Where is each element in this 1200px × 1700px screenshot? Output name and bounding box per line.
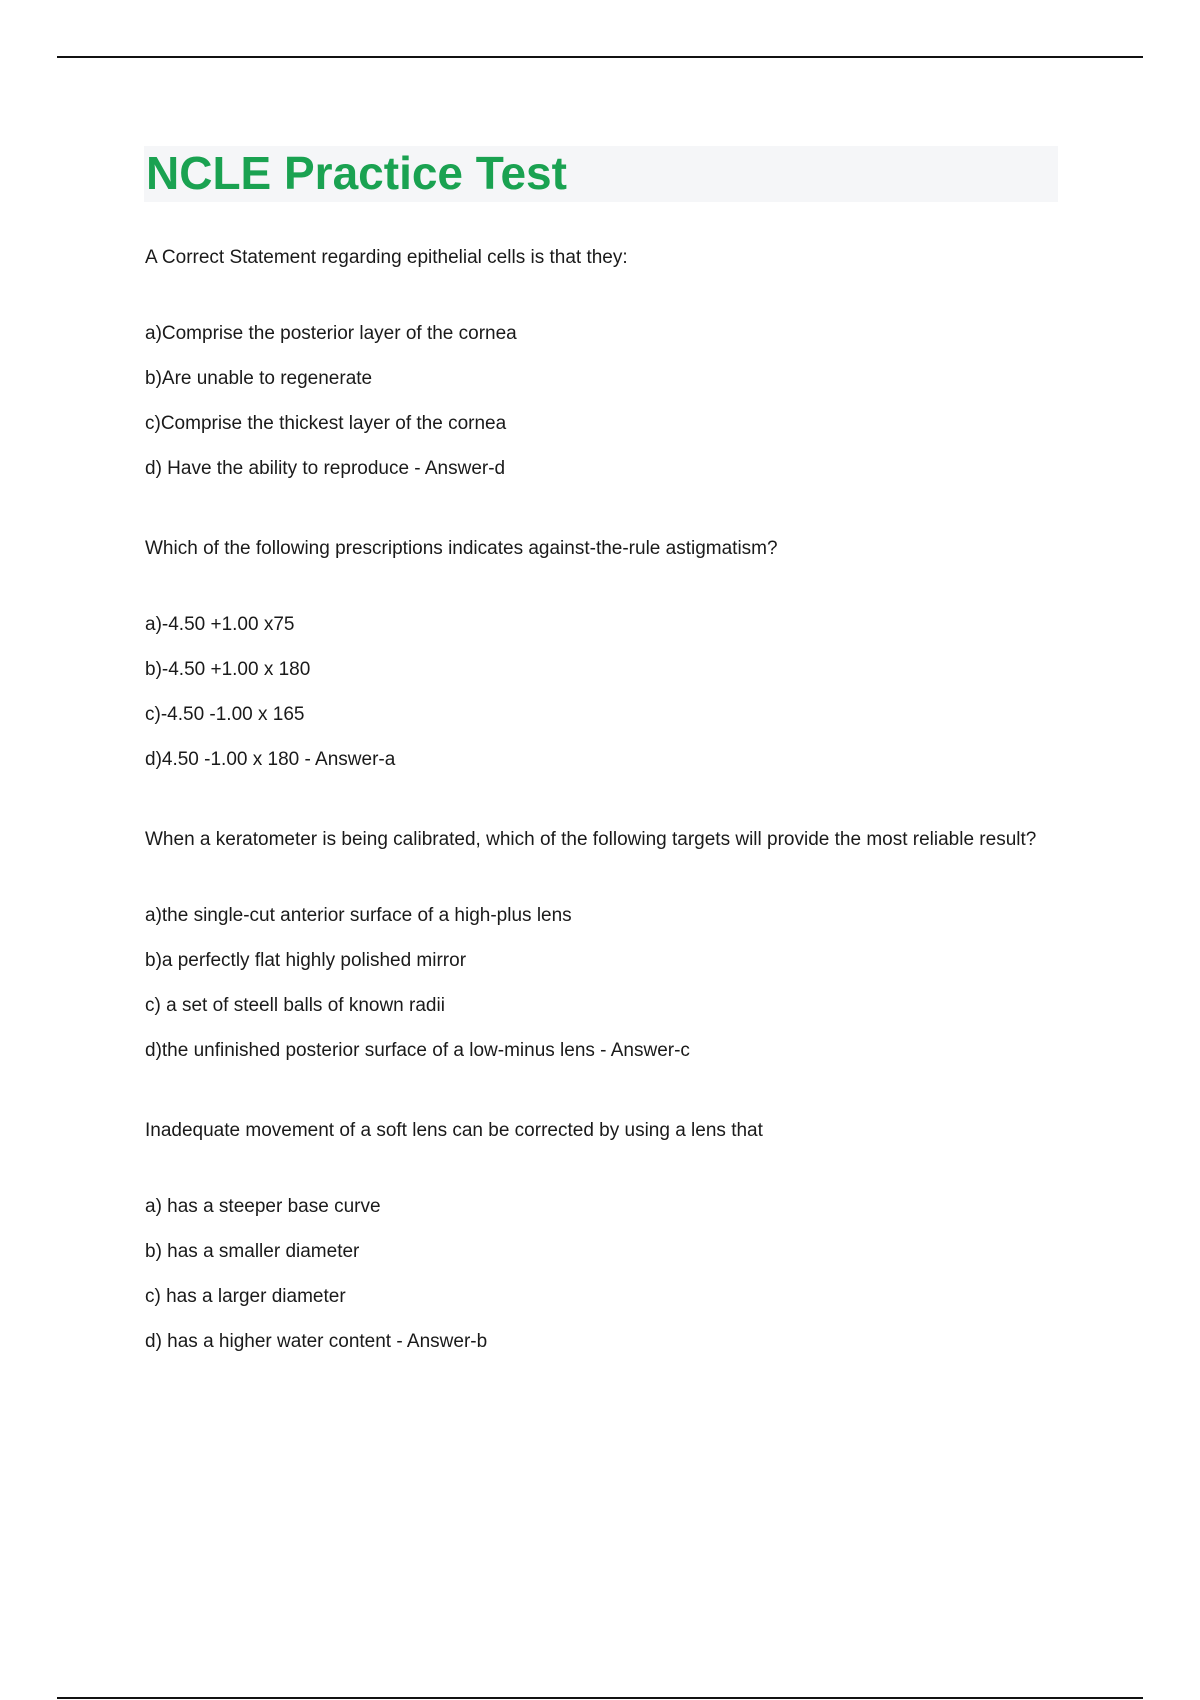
page-title: NCLE Practice Test [146,147,567,199]
question-1 [145,244,1065,483]
question-text: Which of the following prescriptions indicates against-the-rule astigmatism? [145,538,778,559]
option-d-answer: d)4.50 -1.00 x 180 - Answer-a [145,749,396,770]
option-c: c) has a larger diameter [145,1286,346,1307]
option-a: a)-4.50 +1.00 x75 [145,614,295,635]
option-d-answer: d) Have the ability to reproduce - Answer-d [145,458,506,479]
option-b: b)-4.50 +1.00 x 180 [145,659,311,680]
option-a: a)Comprise the posterior layer of the cornea [145,323,517,344]
question-4 [145,1117,1065,1356]
question-text: A Correct Statement regarding epithelial cells is that they: [145,247,628,268]
option-a: a)the single-cut anterior surface of a high-plus lens [145,905,572,926]
question-list [145,244,1065,1356]
option-d-answer: d) has a higher water content - Answer-b [145,1331,488,1352]
option-b: b)Are unable to regenerate [145,368,373,389]
option-b: b) has a smaller diameter [145,1241,360,1262]
option-c: c)-4.50 -1.00 x 165 [145,704,305,725]
option-b: b)a perfectly flat highly polished mirror [145,950,467,971]
option-c: c)Comprise the thickest layer of the cornea [145,413,507,434]
question-text: When a keratometer is being calibrated, which of the following targets will provide the most reliable result? [145,829,1037,850]
option-d-answer: d)the unfinished posterior surface of a low-minus lens - Answer-c [145,1040,690,1061]
option-c: c) a set of steell balls of known radii [145,995,445,1016]
question-text: Inadequate movement of a soft lens can be corrected by using a lens that [145,1120,763,1141]
option-a: a) has a steeper base curve [145,1196,381,1217]
bottom-rule [57,1697,1143,1699]
question-3 [145,826,1065,1065]
question-2 [145,535,1065,774]
top-rule [57,56,1143,58]
